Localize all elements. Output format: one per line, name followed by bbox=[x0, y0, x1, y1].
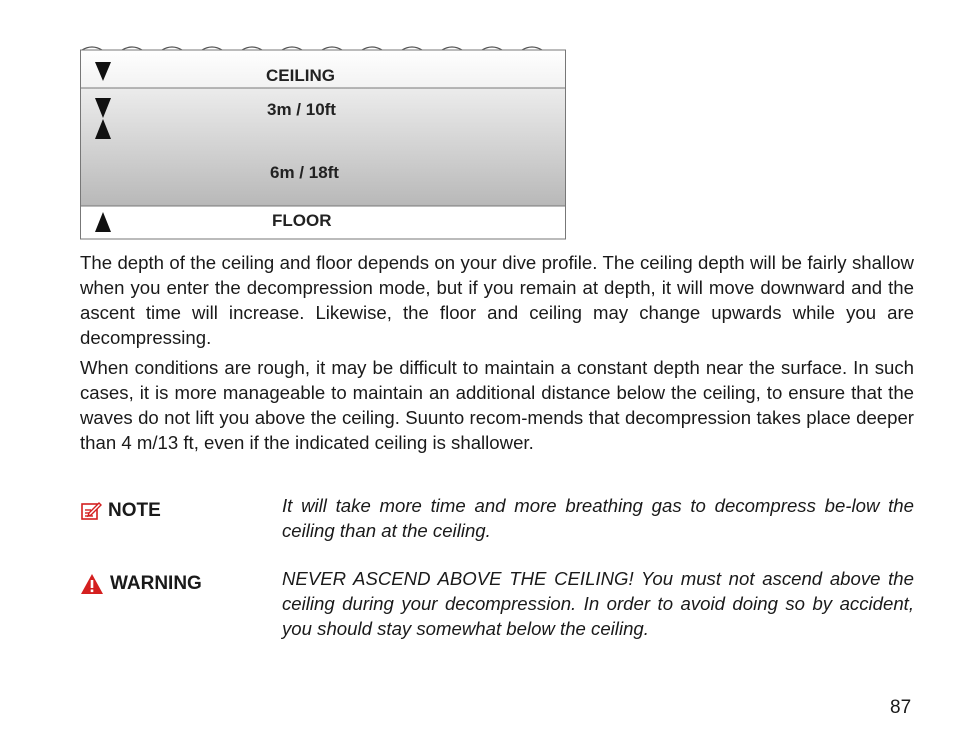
paragraph-ceiling-floor: The depth of the ceiling and floor depends on your dive profile. The ceiling depth will be fairly shallow when you enter the decompression mode, but if you remain at depth, it will move downward and the ascent time will increase. Likewise, the floor and ceiling may change upwards while you are decompressing. bbox=[80, 252, 914, 348]
note-label bbox=[80, 500, 161, 522]
warning-triangle-icon bbox=[80, 573, 104, 595]
note-label-text: NOTE bbox=[108, 500, 161, 521]
ceiling-floor-diagram bbox=[80, 36, 566, 240]
note-pencil-icon bbox=[80, 500, 102, 522]
floor-label: FLOOR bbox=[272, 211, 332, 230]
warning-text: NEVER ASCEND ABOVE THE CEILING! You must not ascend above the ceiling during your decompression. In order to avoid doing so by accident, you should stay somewhat below the ceiling. bbox=[282, 568, 914, 639]
lower-depth-label: 6m / 18ft bbox=[270, 163, 339, 182]
page-number: 87 bbox=[890, 697, 912, 718]
ceiling-label: CEILING bbox=[266, 66, 335, 85]
warning-label bbox=[80, 573, 202, 595]
note-text: It will take more time and more breathing gas to decompress be-low the ceiling than at the ceiling. bbox=[282, 495, 914, 541]
upper-depth-label: 3m / 10ft bbox=[267, 100, 336, 119]
paragraph-rough-conditions: When conditions are rough, it may be difficult to maintain a constant depth near the surface. In such cases, it is more manageable to maintain an additional distance below the ceiling, to ensure that the waves do not lift you above the ceiling. Suunto recom-mends that decompression takes place deeper than 4 m/13 ft, even if the indicated ceiling is shallower. bbox=[80, 357, 914, 453]
warning-label-text: WARNING bbox=[110, 573, 202, 594]
